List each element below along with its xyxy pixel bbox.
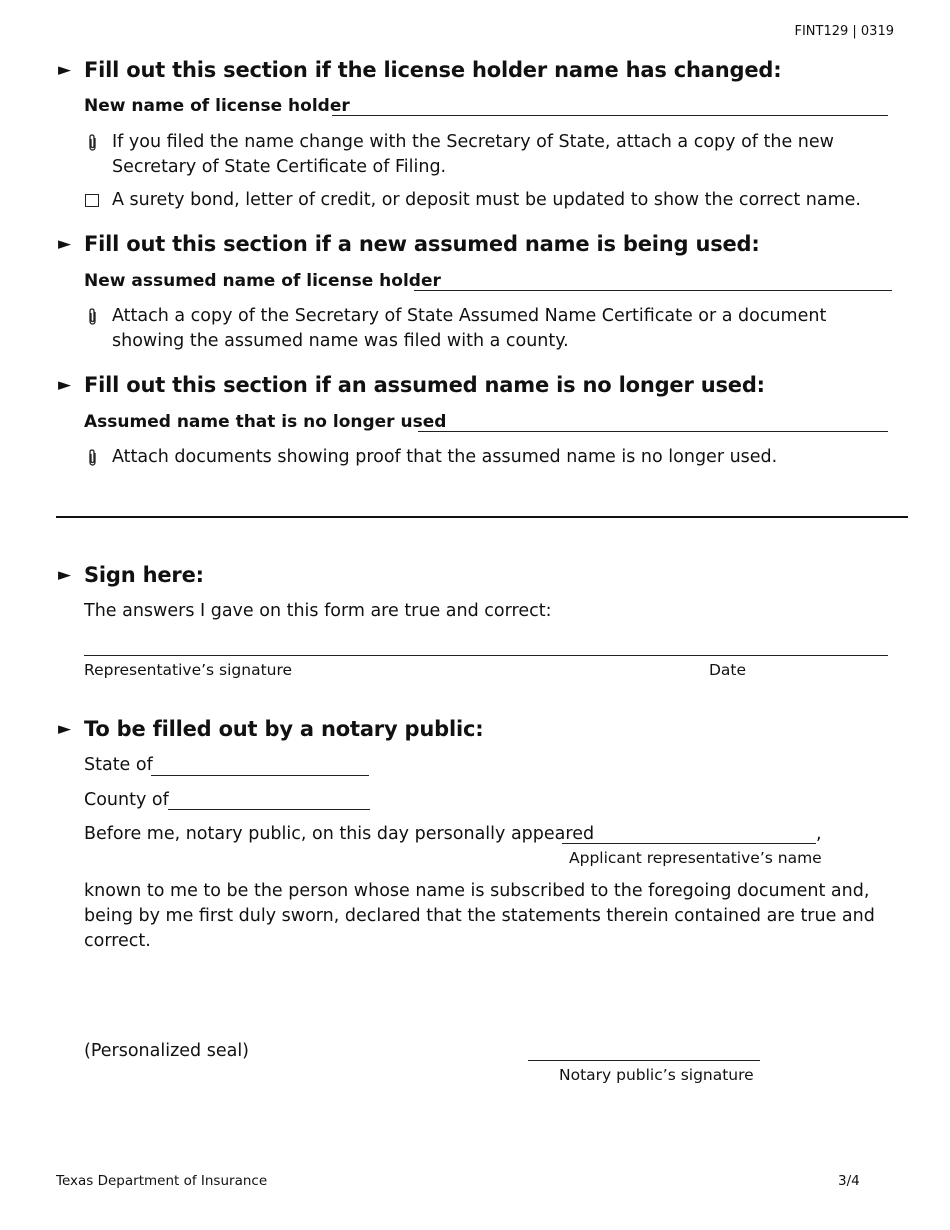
state-label: State of bbox=[84, 755, 153, 775]
footer-agency: Texas Department of Insurance bbox=[56, 1173, 268, 1189]
checkbox-icon[interactable] bbox=[85, 194, 99, 207]
section-heading-notary bbox=[58, 717, 483, 741]
notary-paragraph: known to me to be the person whose name is subscribed to the foregoing document and, being by me first duly sworn, declared that the statements therein contained are true and correct. bbox=[84, 881, 875, 951]
state-input-line[interactable] bbox=[151, 775, 369, 776]
page-number: 3/4 bbox=[838, 1173, 860, 1189]
assumed-no-longer-label: Assumed name that is no longer used bbox=[84, 412, 447, 432]
form-id: FINT129 | 0319 bbox=[794, 24, 894, 39]
section-divider bbox=[56, 516, 908, 518]
arrow-right-icon: ► bbox=[58, 234, 71, 254]
arrow-right-icon: ► bbox=[58, 565, 71, 585]
paperclip-icon bbox=[84, 133, 102, 153]
section-heading-sign bbox=[58, 563, 204, 587]
applicant-label: Applicant representative’s name bbox=[569, 849, 822, 867]
paperclip-icon bbox=[84, 448, 102, 468]
arrow-right-icon: ► bbox=[58, 719, 71, 739]
appeared-text: Before me, notary public, on this day personally appeared bbox=[84, 824, 595, 844]
appeared-comma: , bbox=[816, 824, 822, 844]
sign-statement: The answers I gave on this form are true and correct: bbox=[84, 601, 552, 621]
list-item-text: Attach a copy of the Secretary of State Assumed Name Certificate or a document showing the assumed name was filed with a county. bbox=[112, 306, 827, 351]
county-input-line[interactable] bbox=[168, 809, 370, 810]
list-item-text: Attach documents showing proof that the assumed name is no longer used. bbox=[112, 447, 778, 467]
section-heading-name-change bbox=[58, 58, 781, 82]
list-item bbox=[84, 304, 894, 354]
section-title: To be filled out by a notary public: bbox=[84, 717, 484, 741]
section-title: Sign here: bbox=[84, 563, 204, 587]
arrow-right-icon: ► bbox=[58, 60, 71, 80]
new-name-input-line[interactable] bbox=[332, 115, 888, 116]
section-title: Fill out this section if an assumed name is no longer used: bbox=[84, 373, 765, 397]
signature-date-line[interactable] bbox=[84, 655, 888, 656]
applicant-name-input-line[interactable] bbox=[562, 843, 816, 844]
notary-signature-line[interactable] bbox=[528, 1060, 760, 1061]
list-item bbox=[84, 445, 894, 470]
section-title: Fill out this section if a new assumed name is being used: bbox=[84, 232, 760, 256]
assumed-no-longer-input-line[interactable] bbox=[418, 431, 888, 432]
section-heading-assumed-no-longer bbox=[58, 373, 765, 397]
arrow-right-icon: ► bbox=[58, 375, 71, 395]
notary-signature-label: Notary public’s signature bbox=[559, 1066, 754, 1084]
section-title: Fill out this section if the license holder name has changed: bbox=[84, 58, 782, 82]
list-item-text: A surety bond, letter of credit, or deposit must be updated to show the correct name. bbox=[112, 190, 861, 210]
new-assumed-name-input-line[interactable] bbox=[414, 290, 892, 291]
new-name-label: New name of license holder bbox=[84, 96, 350, 116]
list-item bbox=[84, 130, 894, 180]
list-item-text: If you filed the name change with the Secretary of State, attach a copy of the new Secretary of State Certificate of Filing. bbox=[112, 132, 834, 177]
county-label: County of bbox=[84, 790, 169, 810]
new-assumed-name-label: New assumed name of license holder bbox=[84, 271, 441, 291]
date-label: Date bbox=[709, 661, 747, 679]
paperclip-icon bbox=[84, 307, 102, 327]
section-heading-new-assumed bbox=[58, 232, 760, 256]
seal-label: (Personalized seal) bbox=[84, 1041, 250, 1061]
list-item bbox=[84, 188, 894, 213]
signature-label: Representative’s signature bbox=[84, 661, 293, 679]
